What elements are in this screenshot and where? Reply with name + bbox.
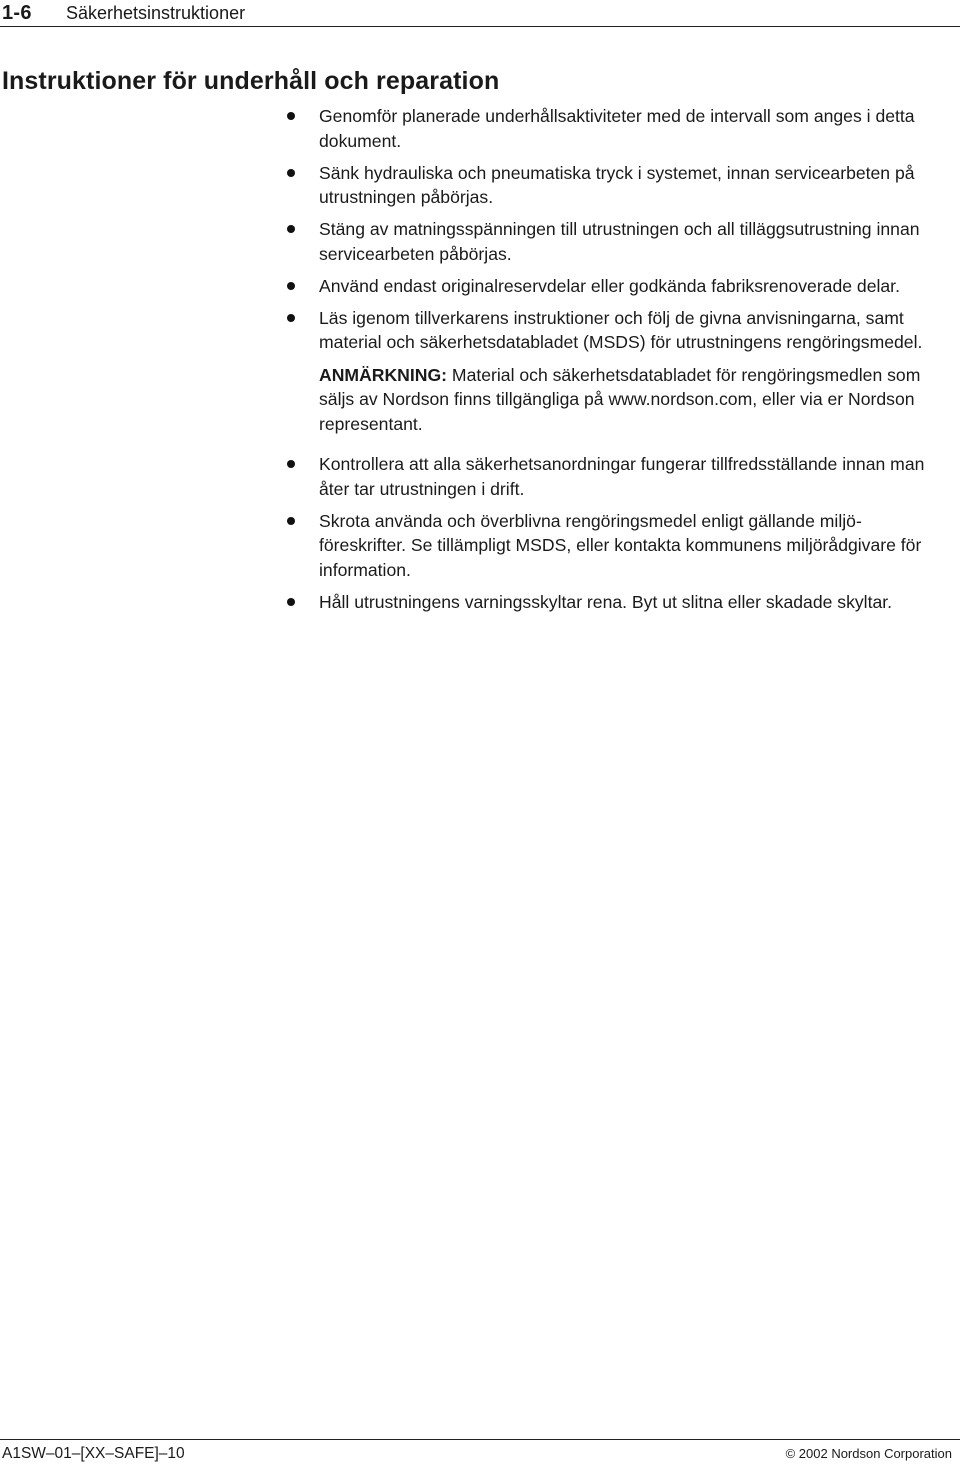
page-footer	[0, 1439, 960, 1466]
bullet-icon	[287, 517, 295, 525]
list-item-text: Läs igenom tillverkarens instruktioner och följ de givna anvisningarna, samt material och säkerhetsdatabladet (MSDS) för utrustningens rengöringsmedel.	[319, 307, 923, 352]
list-item-text: Genomför planerade underhållsaktiviteter med de intervall som anges i detta dokument.	[319, 106, 915, 151]
instruction-list	[282, 104, 942, 622]
bullet-icon	[287, 460, 295, 468]
note-text: Material och säkerhetsdatabladet för rengöringsmedlen som säljs av Nordson finns tillgängliga på www.nordson.com, eller via er Nordson representant.	[319, 364, 921, 434]
list-item-text: Håll utrustningens varningsskyltar rena. Byt ut slitna eller skadade skyltar.	[319, 591, 893, 612]
bullet-icon	[287, 282, 295, 290]
list-item-text: Kontrollera att alla säkerhetsanordningar fungerar tillfredsställande innan man åter tar utrustningen i drift.	[319, 454, 925, 499]
bullet-icon	[287, 314, 295, 322]
bullet-icon	[287, 598, 295, 606]
list-item	[282, 274, 942, 299]
document-code: A1SW–01–[XX–SAFE]–10	[2, 1445, 185, 1462]
page-header	[0, 0, 960, 27]
list-item	[282, 306, 942, 437]
list-item	[282, 590, 942, 615]
note	[319, 363, 942, 437]
list-item	[282, 509, 942, 583]
list-item-text: Sänk hydrauliska och pneumatiska tryck i systemet, innan servicearbeten på utrustningen påbörjas.	[319, 162, 915, 207]
page-title: Instruktioner för underhåll och reparation	[2, 67, 500, 95]
bullet-icon	[287, 169, 295, 177]
copyright-notice: © 2002 Nordson Corporation	[785, 1446, 952, 1461]
section-title: Säkerhetsinstruktioner	[66, 3, 246, 23]
list-item-text: Använd endast originalreservdelar eller godkända fabriksrenoverade delar.	[319, 275, 900, 296]
list-item-text: Stäng av matningsspänningen till utrustningen och all tilläggsutrustning innan servicearbeten påbörjas.	[319, 219, 920, 264]
bullet-icon	[287, 225, 295, 233]
bullet-icon	[287, 112, 295, 120]
list-item	[282, 452, 942, 501]
list-item-text: Skrota använda och överblivna rengöringsmedel enligt gällande miljöföreskrifter. Se tillämpligt MSDS, eller kontakta kommunens miljörådgivare för information.	[319, 510, 922, 580]
list-item	[282, 217, 942, 266]
list-item	[282, 104, 942, 153]
list-item	[282, 161, 942, 210]
note-label: ANMÄRKNING:	[319, 364, 448, 385]
page-number: 1-6	[2, 2, 32, 24]
